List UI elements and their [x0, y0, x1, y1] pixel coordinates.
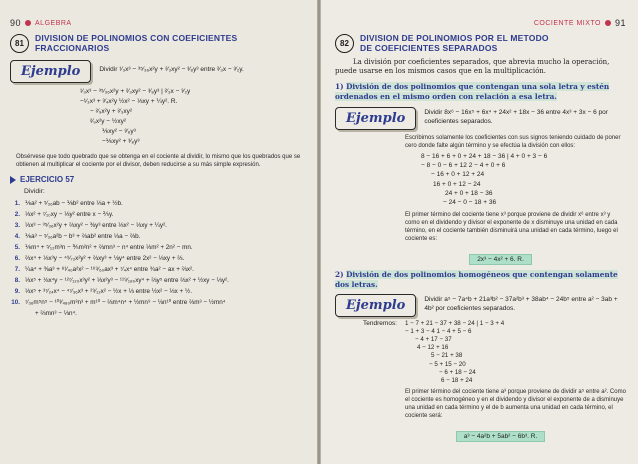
ex2-tendremos-label: Tendremos: [363, 320, 397, 328]
left-work-line: ²⁄₉x²y − ½xy² [90, 117, 126, 125]
section-82-intro: La división por coeficientes separados, que abrevia mucho la operación, puede usarse en los mismos casos que en la multiplicación. [335, 57, 610, 76]
section-81-title [35, 34, 237, 54]
ex1-work-line: 8 − 16 + 6 + 0 + 24 + 18 − 36 | 4 + 0 + 3 − 6 [421, 153, 548, 161]
bullet-icon [25, 20, 31, 26]
right-example-2-work-row [335, 320, 626, 385]
exercise-item [10, 231, 307, 242]
exercise-item [10, 308, 307, 319]
exercise-text: ⅙m⁴ + ⁵⁄₁₂m³n − ⅗m²n² + ⅔mn³ − n⁴ entre ⅓m² + 2n² − mn. [25, 244, 193, 252]
left-example-statement: Dividir ¹⁄₃x³ − ³⁵⁄₃₆x²y + ²⁄₃xy² − ³⁄₈y³ entre ²⁄₃x − ³⁄₂y. [99, 65, 244, 73]
ejemplo-label-right-2: Ejemplo [335, 294, 416, 317]
section-82-title [360, 34, 549, 54]
exercise-intro: Dividir: [24, 188, 45, 196]
exercise-number: 9. [14, 288, 20, 296]
ejemplo-label-left: Ejemplo [10, 60, 91, 83]
exercise-number: 6. [14, 255, 20, 263]
ex1-work-line: − 16 + 0 + 12 + 24 [431, 171, 485, 179]
left-page-number: 90 [10, 18, 22, 28]
section-82-number: 82 [335, 34, 354, 53]
exercise-text: ⅓x⁵ + ³⁷⁄₂₄x⁴ − ⁴⁷⁄₃₆x³ + ²⁹⁄₁₂x² − ½x + ⅓ entre ½x² − ⅓x + ½. [25, 288, 192, 296]
left-work-line: ¹⁄₃x³ − ³⁵⁄₃₆x²y + ²⁄₃xy² − ³⁄₈y³ | ²⁄₃x − ³⁄₂y [80, 87, 191, 95]
exercise-text: ⁷⁄₃₆m⁵n⁵ − ¹⁰³⁄₄₈₀m³n³ + m¹⁰ − ⅔m⁴n⁴ + ½mn⁹ − ⅛n¹⁰ entre ⅔m³ − ½mn⁴ [25, 299, 226, 307]
section-82-title-line2: DE COEFICIENTES SEPARADOS [360, 42, 498, 53]
exercise-text: ⅙a² + ⁵⁄₃₆ab − ⅙b² entre ⅓a + ½b. [25, 200, 123, 208]
result-box: 2x³ − 4x² + 6. R. [469, 254, 532, 265]
arrow-right-icon [10, 176, 16, 184]
exercise-text: ⅓x³ − ³⁵⁄₃₆x²y + ⅔xy² − ⅜y³ entre ⅓x² − ⅓xy + ¼y². [25, 222, 167, 230]
right-example-1-note: Escribimos solamente los coeficientes con sus signos teniendo cuidado de poner cero donde falte algún término y se efectúa la división con ellos: [405, 135, 621, 150]
exercise-item [10, 242, 307, 253]
bullet-icon [605, 20, 611, 26]
right-example-2-statement: Dividir a⁵ − 7a⁴b + 21a³b² − 37a²b³ + 38ab⁴ − 24b⁵ entre a² − 3ab + 4b² por coeficientes separados. [424, 296, 618, 312]
left-division-work [80, 87, 307, 147]
right-running-head [335, 18, 626, 28]
left-running-title: ALGEBRA [35, 19, 72, 27]
right-example-1-statement: Dividir 8x⁶ − 16x⁵ + 6x⁴ + 24x² + 18x − 36 entre 4x³ + 3x − 6 por coeficientes separados. [424, 109, 608, 125]
subsection-1-number: 1) [335, 82, 344, 92]
ejemplo-label-right-1: Ejemplo [335, 107, 416, 130]
ex2-work-line: 1 − 7 + 21 − 37 + 38 − 24 | 1 − 3 + 4 [405, 320, 505, 328]
ex2-work-line: − 1 + 3 − 4 1 − 4 + 5 − 6 [405, 328, 472, 336]
section-81-header [10, 34, 307, 54]
left-example-row [10, 60, 307, 83]
exercise-item [10, 275, 307, 286]
exercise-item [10, 253, 307, 264]
right-example-2-row [335, 294, 626, 317]
section-81-title-line2: FRACCIONARIOS [35, 42, 110, 53]
exercise-item [10, 209, 307, 220]
exercise-list [10, 198, 307, 319]
exercise-number: 10. [11, 299, 20, 307]
exercise-number: 7. [14, 266, 20, 274]
left-work-line: ⅙xy² − ³⁄₈y³ [102, 127, 136, 135]
ex2-work-line: − 6 + 18 − 24 [439, 368, 476, 376]
exercise-text: + ⅔mn³ − ⅓n⁴. [35, 310, 77, 318]
right-example-1-result-wrap [375, 246, 626, 265]
ex2-work-line: 5 − 21 + 38 [431, 352, 463, 360]
exercise-57-title: EJERCICIO 57 [20, 175, 75, 185]
ex2-work-line: − 5 + 15 − 20 [429, 360, 466, 368]
section-81-title-line1: DIVISION DE POLINOMIOS CON COEFICIENTES [35, 33, 238, 43]
section-82-title-line1: DIVISION DE POLINOMIOS POR EL METODO [360, 33, 549, 43]
right-example-1-work [421, 152, 626, 207]
right-example-2-result-wrap [375, 423, 626, 442]
subsection-1-title [335, 82, 626, 101]
right-example-1-row [335, 107, 626, 130]
left-running-head [10, 18, 307, 28]
section-82-header [335, 34, 626, 54]
exercise-57-header [10, 175, 307, 184]
ex1-work-line: 16 + 0 + 12 − 24 [433, 180, 481, 188]
subsection-2-title [335, 270, 626, 289]
exercise-number: 5. [14, 244, 20, 252]
right-example-1-explanation: El primer término del cociente tiene x³ porque proviene de dividir x⁶ entre x³ y como en el dividendo y divisor el exponente de x disminuye una unidad en cada término, en el cociente también disminuirá una unidad en cada término, luego el cociente es: [405, 211, 618, 243]
left-work-line: − ²⁄₉x²y + ²⁄₃xy² [90, 107, 133, 115]
ex2-work-line: − 4 + 17 − 37 [415, 336, 452, 344]
left-work-line: −¹⁄₃x³ + ³⁄₄x²y ½x² − ⅓xy + ¼y². R. [80, 97, 178, 105]
exercise-number [10, 308, 20, 319]
exercise-item [10, 286, 307, 297]
ex1-work-line: − 24 − 0 − 18 + 36 [443, 198, 497, 206]
subsection-2-number: 2) [335, 270, 344, 280]
exercise-number: 4. [14, 233, 20, 241]
exercise-text: ⅔x⁴ + ⅓x³y − ⁴⁹⁄₇₂x²y² + ⅔xy³ + ⅛y⁴ entre 2x² − ⅓xy + ⅔. [25, 255, 185, 263]
right-page [321, 0, 638, 464]
exercise-text: ⅙a³ − ⁵⁄₃₆a²b − b³ + ⅔ab² entre ⅓a − ⅔b. [25, 233, 141, 241]
exercise-item [10, 220, 307, 231]
exercise-number: 2. [14, 211, 20, 219]
section-81-number: 81 [10, 34, 29, 53]
subsection-2-text: División de dos polinomios homogéneos que contengan solamente dos letras. [335, 270, 618, 289]
exercise-item [10, 297, 307, 308]
right-running-title: COCIENTE MIXTO [533, 19, 601, 27]
exercise-item [10, 198, 307, 209]
exercise-number: 1. [14, 200, 20, 208]
left-note: Obsérvese que todo quebrado que se obtenga en el cociente al dividir, lo mismo que los quebrados que se obtienen al multiplicar el cociente por el divisor, deben reducirse a su más simple expresión. [16, 153, 301, 168]
subsection-1-text: División de dos polinomios que contengan una sola letra y estén ordenados en el mismo orden con relación a esa letra. [335, 82, 610, 101]
right-page-number: 91 [614, 18, 626, 28]
ex2-work-line: 4 − 12 + 16 [417, 344, 449, 352]
exercise-text: ⅓x⁵ + ⅛x⁴y − ¹²⁷⁄₁₂₀x³y² + ⅓x²y³ − ¹¹⁹⁄₁₈₀xy⁴ + ⅔y⁵ entre ⅔x² + ½xy − ⅓y². [25, 277, 229, 285]
left-page [0, 0, 317, 464]
exercise-text: ⅓x² + ⁷⁄₁₀xy − ⅓y² entre x − ⅖y. [25, 211, 114, 219]
ex1-work-line: 24 + 0 + 18 − 36 [445, 189, 493, 197]
exercise-number: 8. [14, 277, 20, 285]
right-example-2-work [405, 320, 504, 385]
ex2-work-line: 6 − 18 + 24 [441, 376, 473, 384]
exercise-text: ¼a⁴ + ⅜a³ + ⁸¹⁄₄₀a²x² − ¹⁶⁹⁄₆₀ax³ + ⁷⁄₄x⁴ entre ¾a² − ax + ⅔x². [25, 266, 194, 274]
exercise-item [10, 264, 307, 275]
result-box: a³ − 4a²b + 5ab² − 6b³. R. [456, 431, 546, 442]
left-work-line: −⅙xy² + ³⁄₈y³ [102, 137, 140, 145]
ex1-work-line: − 8 − 0 − 6 + 12 2 − 4 + 0 + 6 [421, 162, 506, 170]
exercise-number: 3. [14, 222, 20, 230]
right-example-2-explanation: El primer término del cociente tiene a³ porque proviene de dividir a⁵ entre a². Como el cociente es homogéneo y en el dividendo y divisor el exponente de a disminuye una unidad en cada término y el de b aumenta una unidad en cada término, el cociente será: [405, 388, 626, 419]
